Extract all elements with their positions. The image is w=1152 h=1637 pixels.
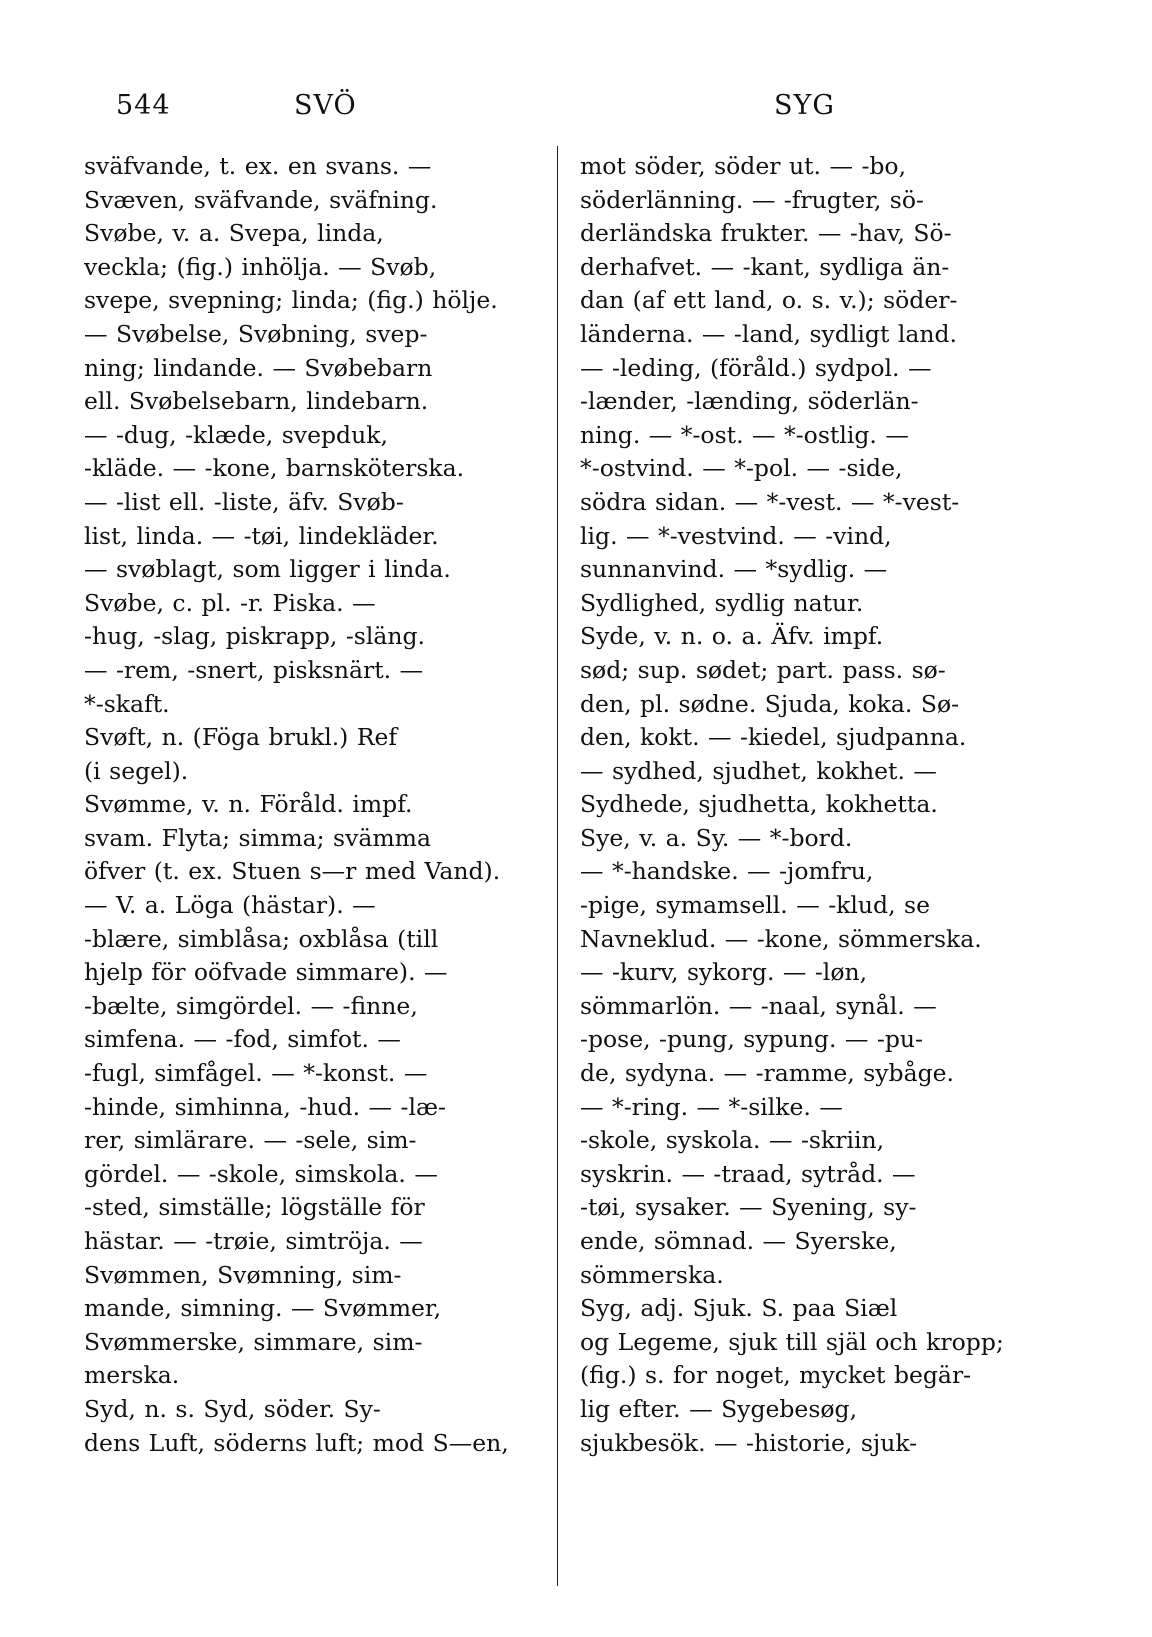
entry-line: -hinde, simhinna, -hud. — -læ- [84, 1092, 446, 1121]
entry-line: sömmarlön. — -naal, synål. — [580, 991, 937, 1020]
entry-line: — -leding, (föråld.) sydpol. — [580, 353, 932, 382]
entry-line: dens Luft, söderns luft; mod S—en, [84, 1428, 509, 1457]
entry-line: — *-handske. — -jomfru, [580, 857, 874, 886]
entry-line: -hug, -slag, piskrapp, -släng. [84, 622, 426, 651]
entry-line: Sye, v. a. Sy. — *-bord. [580, 823, 853, 852]
entry-line: hjelp för oöfvade simmare). — [84, 958, 448, 987]
entry-line: Syg, adj. Sjuk. S. paa Siæl [580, 1294, 898, 1323]
entry-line: Svømmen, Svømning, sim- [84, 1260, 402, 1289]
entry-line: (fig.) s. for noget, mycket begär- [580, 1361, 972, 1390]
entry-line: Svæven, sväfvande, sväfning. [84, 185, 438, 214]
entry-line: Syde, v. n. o. a. Äfv. impf. [580, 622, 884, 651]
left-guide-word: SVÖ [294, 90, 357, 121]
entry-line: Svøft, n. (Föga brukl.) Ref [84, 723, 398, 752]
entry-line: — -kurv, sykorg. — -løn, [580, 958, 868, 987]
page-number: 544 [116, 90, 171, 121]
entry-line: Svømmerske, simmare, sim- [84, 1327, 423, 1356]
entry-line: gördel. — -skole, simskola. — [84, 1159, 438, 1188]
entry-line: (i segel). [84, 756, 189, 785]
entry-line: ning. — *-ost. — *-ostlig. — [580, 420, 909, 449]
entry-line: syskrin. — -traad, sytråd. — [580, 1159, 916, 1188]
column-divider [557, 146, 558, 1586]
entry-line: sömmerska. [580, 1260, 724, 1289]
entry-line: hästar. — -trøie, simtröja. — [84, 1227, 423, 1255]
entry-line: länderna. — -land, sydligt land. [580, 319, 958, 348]
entry-line: *-ostvind. — *-pol. — -side, [580, 454, 903, 483]
entry-line: söderlänning. — -frugter, sö- [580, 185, 924, 214]
entry-line: derländska frukter. — -hav, Sö- [580, 219, 952, 248]
entry-line: Navneklud. — -kone, sömmerska. [580, 924, 982, 953]
entry-line: rer, simlärare. — -sele, sim- [84, 1126, 417, 1155]
left-column [84, 150, 552, 1460]
entry-line: sväfvande, t. ex. en svans. — [84, 152, 432, 180]
entry-line: — *-ring. — *-silke. — [580, 1092, 843, 1121]
entry-line: de, sydyna. — -ramme, sybåge. [580, 1059, 955, 1088]
entry-line: öfver (t. ex. Stuen s—r med Vand). [84, 857, 501, 886]
entry-line: sjukbesök. — -historie, sjuk- [580, 1428, 918, 1457]
entry-line: og Legeme, sjuk till själ och kropp; [580, 1327, 1004, 1356]
entry-line: simfena. — -fod, simfot. — [84, 1025, 401, 1054]
entry-line: mot söder, söder ut. — -bo, [580, 152, 907, 180]
right-column [580, 150, 1048, 1460]
entry-line: merska. [84, 1361, 180, 1390]
entry-line: Svømme, v. n. Föråld. impf. [84, 790, 413, 819]
entry-line: sød; sup. sødet; part. pass. sø- [580, 655, 946, 684]
entry-line: mande, simning. — Svømmer, [84, 1294, 442, 1323]
entry-line: ning; lindande. — Svøbebarn [84, 353, 433, 382]
entry-line: -lænder, -lænding, söderlän- [580, 387, 919, 416]
entry-line: list, linda. — -tøi, lindekläder. [84, 521, 439, 550]
entry-line: -blære, simblåsa; oxblåsa (till [84, 924, 439, 953]
entry-line: -kläde. — -kone, barnsköterska. [84, 454, 465, 483]
entry-line: veckla; (fig.) inhölja. — Svøb, [84, 252, 437, 281]
entry-line: svam. Flyta; simma; svämma [84, 823, 431, 852]
entry-line: — Svøbelse, Svøbning, svep- [84, 319, 428, 348]
entry-line: -pose, -pung, sypung. — -pu- [580, 1025, 923, 1054]
entry-line: — svøblagt, som ligger i linda. [84, 555, 451, 584]
entry-line: Syd, n. s. Syd, söder. Sy- [84, 1394, 381, 1423]
entry-line: Sydhede, sjudhetta, kokhetta. [580, 790, 938, 819]
entry-line: -skole, syskola. — -skriin, [580, 1126, 885, 1155]
entry-line: derhafvet. — -kant, sydliga än- [580, 252, 950, 281]
entry-line: *-skaft. [84, 689, 170, 718]
entry-line: Svøbe, v. a. Svepa, linda, [84, 219, 384, 248]
entry-line: den, pl. sødne. Sjuda, koka. Sø- [580, 689, 960, 718]
entry-line: -sted, simställe; lögställe för [84, 1193, 425, 1222]
running-header [84, 90, 1074, 130]
entry-line: — V. a. Löga (hästar). — [84, 891, 376, 920]
entry-line: södra sidan. — *-vest. — *-vest- [580, 487, 960, 516]
entry-line: -pige, symamsell. — -klud, se [580, 891, 930, 920]
entry-line: lig. — *-vestvind. — -vind, [580, 521, 892, 550]
entry-line: — sydhed, sjudhet, kokhet. — [580, 756, 937, 785]
entry-line: Svøbe, c. pl. -r. Piska. — [84, 588, 376, 617]
entry-line: -tøi, sysaker. — Syening, sy- [580, 1193, 917, 1222]
entry-line: ende, sömnad. — Syerske, [580, 1227, 897, 1255]
entry-line: Sydlighed, sydlig natur. [580, 588, 864, 617]
entry-line: dan (af ett land, o. s. v.); söder- [580, 286, 958, 315]
entry-line: svepe, svepning; linda; (fig.) hölje. [84, 286, 498, 315]
entry-line: — -list ell. -liste, äfv. Svøb- [84, 487, 404, 516]
entry-line: sunnanvind. — *sydlig. — [580, 555, 888, 584]
entry-line: lig efter. — Sygebesøg, [580, 1394, 858, 1423]
entry-line: — -rem, -snert, pisksnärt. — [84, 655, 424, 684]
entry-line: -bælte, simgördel. — -finne, [84, 991, 418, 1020]
right-guide-word: SYG [774, 90, 835, 121]
entry-line: -fugl, simfågel. — *-konst. — [84, 1059, 428, 1088]
entry-line: den, kokt. — -kiedel, sjudpanna. [580, 723, 967, 752]
entry-line: — -dug, -klæde, svepduk, [84, 420, 388, 449]
entry-line: ell. Svøbelsebarn, lindebarn. [84, 387, 429, 416]
